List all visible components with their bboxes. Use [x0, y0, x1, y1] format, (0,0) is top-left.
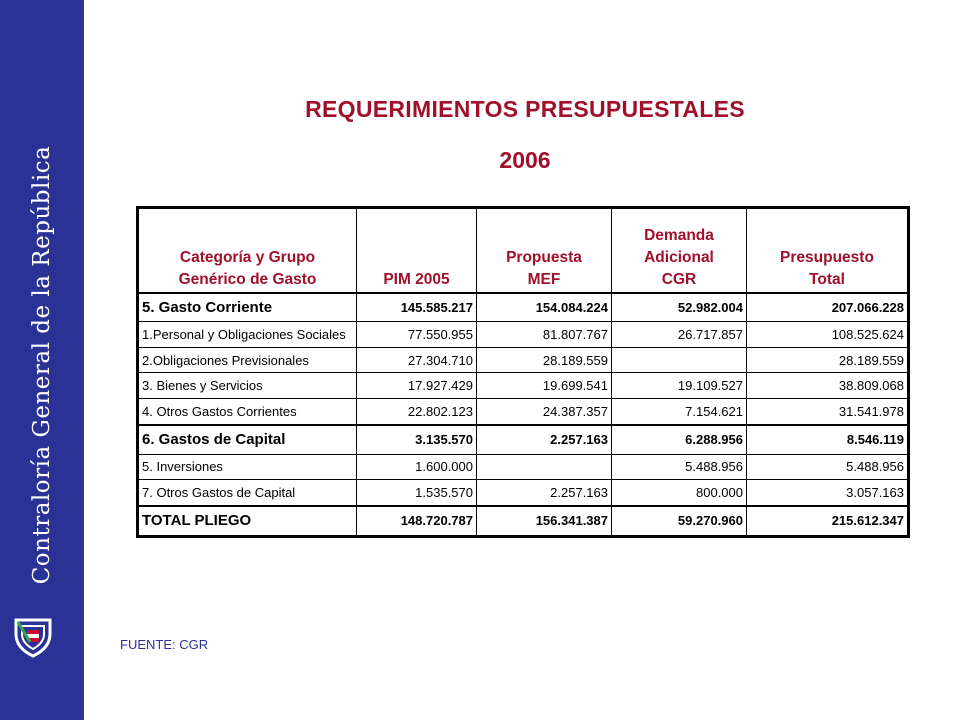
page-title: REQUERIMIENTOS PRESUPUESTALES: [305, 96, 745, 122]
cell-total: 38.809.068: [747, 373, 908, 398]
cell-pim: 145.585.217: [357, 293, 477, 322]
cell-total: 108.525.624: [747, 322, 908, 347]
row-category: 6. Gastos de Capital: [139, 425, 357, 454]
cell-cgr: 6.288.956: [612, 425, 747, 454]
page-subtitle: 2006: [499, 147, 551, 173]
budget-table: [136, 206, 910, 538]
cell-pim: 77.550.955: [357, 322, 477, 347]
row-category: 2.Obligaciones Previsionales: [139, 347, 357, 372]
cell-cgr: 5.488.956: [612, 454, 747, 479]
cell-cgr: 59.270.960: [612, 506, 747, 536]
sidebar-title: Contraloría General de la República: [29, 145, 55, 585]
cell-total: 3.057.163: [747, 480, 908, 506]
table-row-total: [139, 506, 908, 536]
cell-total: 8.546.119: [747, 425, 908, 454]
source-note: FUENTE: CGR: [120, 637, 209, 652]
table-row: [139, 480, 908, 506]
cell-cgr: 7.154.621: [612, 398, 747, 424]
cell-total: 5.488.956: [747, 454, 908, 479]
table-row: [139, 425, 908, 454]
row-category: 5. Gasto Corriente: [139, 293, 357, 322]
table-row: [139, 373, 908, 398]
cell-pim: 27.304.710: [357, 347, 477, 372]
table-row: [139, 293, 908, 322]
cell-cgr: 26.717.857: [612, 322, 747, 347]
cell-mef: 81.807.767: [477, 322, 612, 347]
cell-total: 28.189.559: [747, 347, 908, 372]
row-category: 7. Otros Gastos de Capital: [139, 480, 357, 506]
cell-mef: 19.699.541: [477, 373, 612, 398]
row-category: 3. Bienes y Servicios: [139, 373, 357, 398]
header-demanda-adicional: Demanda Adicional CGR: [612, 209, 747, 293]
cell-pim: 17.927.429: [357, 373, 477, 398]
cell-cgr: 52.982.004: [612, 293, 747, 322]
cell-pim: 3.135.570: [357, 425, 477, 454]
table-row: [139, 398, 908, 424]
cell-cgr: 800.000: [612, 480, 747, 506]
header-presupuesto-total: Presupuesto Total: [747, 209, 908, 293]
cell-total: 215.612.347: [747, 506, 908, 536]
table-header-row: [139, 209, 908, 293]
header-categoria: Categoría y Grupo Genérico de Gasto: [139, 209, 357, 293]
cell-mef: 24.387.357: [477, 398, 612, 424]
cell-total: 31.541.978: [747, 398, 908, 424]
row-category: 1.Personal y Obligaciones Sociales: [139, 322, 357, 347]
cell-mef: [477, 454, 612, 479]
table-row: [139, 347, 908, 372]
cell-cgr: 19.109.527: [612, 373, 747, 398]
table-row: [139, 322, 908, 347]
cell-pim: 148.720.787: [357, 506, 477, 536]
cell-mef: 154.084.224: [477, 293, 612, 322]
cell-pim: 1.600.000: [357, 454, 477, 479]
cell-cgr: [612, 347, 747, 372]
cell-mef: 156.341.387: [477, 506, 612, 536]
cell-pim: 22.802.123: [357, 398, 477, 424]
cell-total: 207.066.228: [747, 293, 908, 322]
row-category: TOTAL PLIEGO: [139, 506, 357, 536]
table-row: [139, 454, 908, 479]
cell-mef: 2.257.163: [477, 480, 612, 506]
cell-pim: 1.535.570: [357, 480, 477, 506]
cell-mef: 28.189.559: [477, 347, 612, 372]
cell-mef: 2.257.163: [477, 425, 612, 454]
contraloria-shield-logo-icon: [10, 612, 56, 658]
row-category: 5. Inversiones: [139, 454, 357, 479]
header-propuesta-mef: Propuesta MEF: [477, 209, 612, 293]
header-pim-2005: PIM 2005: [357, 209, 477, 293]
row-category: 4. Otros Gastos Corrientes: [139, 398, 357, 424]
